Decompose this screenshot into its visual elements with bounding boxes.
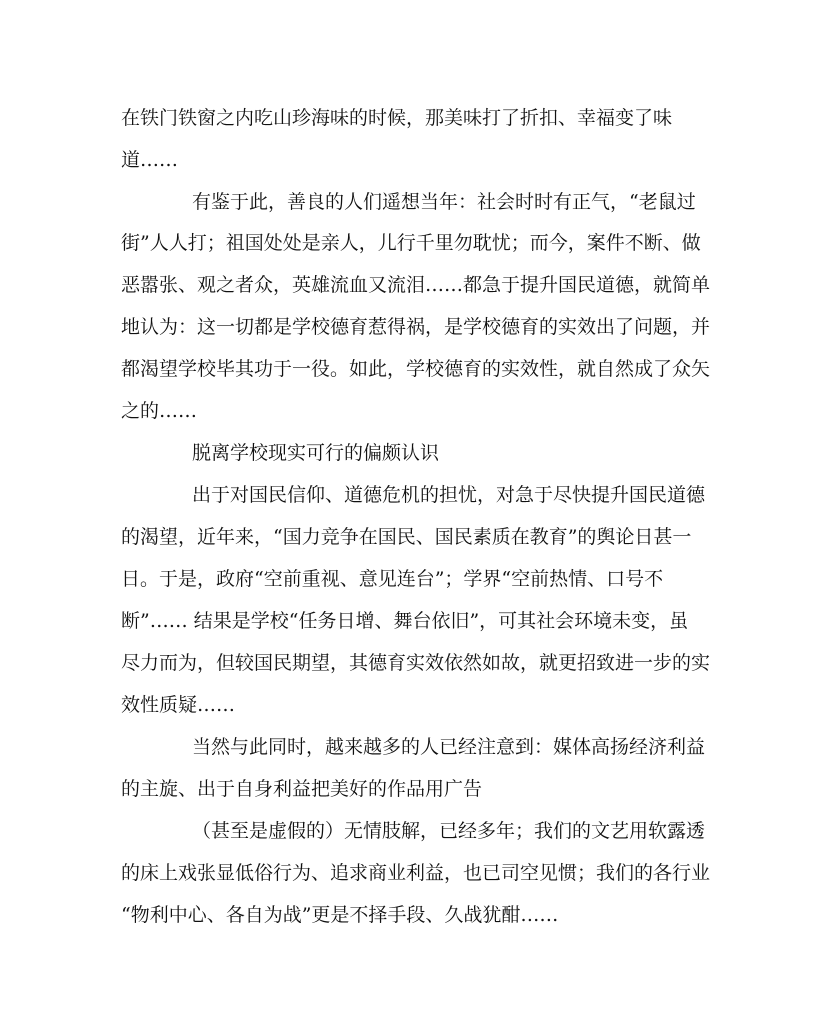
text-line: 出于对国民信仰、道德危机的担忧，对急于尽快提升国民道德 [192, 484, 706, 506]
text-line: （甚至是虚假的）无情肢解，已经多年；我们的文艺用软露透 [192, 820, 706, 842]
text-line: 之的…… [121, 400, 198, 422]
text-line: 的床上戏张显低俗行为、追求商业利益，也已司空见惯；我们的各行业 [121, 862, 711, 884]
text-line: 日。于是，政府“空前重视、意见连台”；学界“空前热情、口号不 [121, 568, 664, 590]
text-line: 的渴望，近年来，“国力竞争在国民、国民素质在教育”的舆论日甚一 [121, 526, 692, 548]
text-line: 效性质疑…… [121, 694, 236, 716]
text-line: 有鉴于此，善良的人们遥想当年：社会时时有正气，“老鼠过 [192, 191, 696, 213]
text-line: 当然与此同时，越来越多的人已经注意到：媒体高扬经济利益 [192, 736, 706, 758]
text-line: 地认为：这一切都是学校德育惹得祸，是学校德育的实效出了问题，并 [121, 316, 711, 338]
text-line: “物利中心、各自为战”更是不择手段、久战犹酣…… [121, 904, 559, 926]
text-line: 街”人人打；祖国处处是亲人，儿行千里勿耽忧；而今，案件不断、做 [121, 232, 701, 254]
text-line: 在铁门铁窗之内吃山珍海味的时候，那美味打了折扣、幸福变了味 [121, 107, 673, 129]
text-line: 断”…… 结果是学校“任务日增、舞台依旧”，可其社会环境未变，虽 [121, 610, 689, 632]
text-line: 的主旋、出于自身利益把美好的作品用广告 [121, 778, 483, 800]
text-line: 道…… [121, 149, 179, 171]
text-line: 尽力而为，但较国民期望，其德育实效依然如故，就更招致进一步的实 [121, 652, 711, 674]
section-heading: 脱离学校现实可行的偏颇认识 [192, 442, 440, 464]
text-line: 都渴望学校毕其功于一役。如此，学校德育的实效性，就自然成了众矢 [121, 358, 711, 380]
text-line: 恶嚣张、观之者众，英雄流血又流泪……都急于提升国民道德，就简单 [121, 274, 711, 296]
